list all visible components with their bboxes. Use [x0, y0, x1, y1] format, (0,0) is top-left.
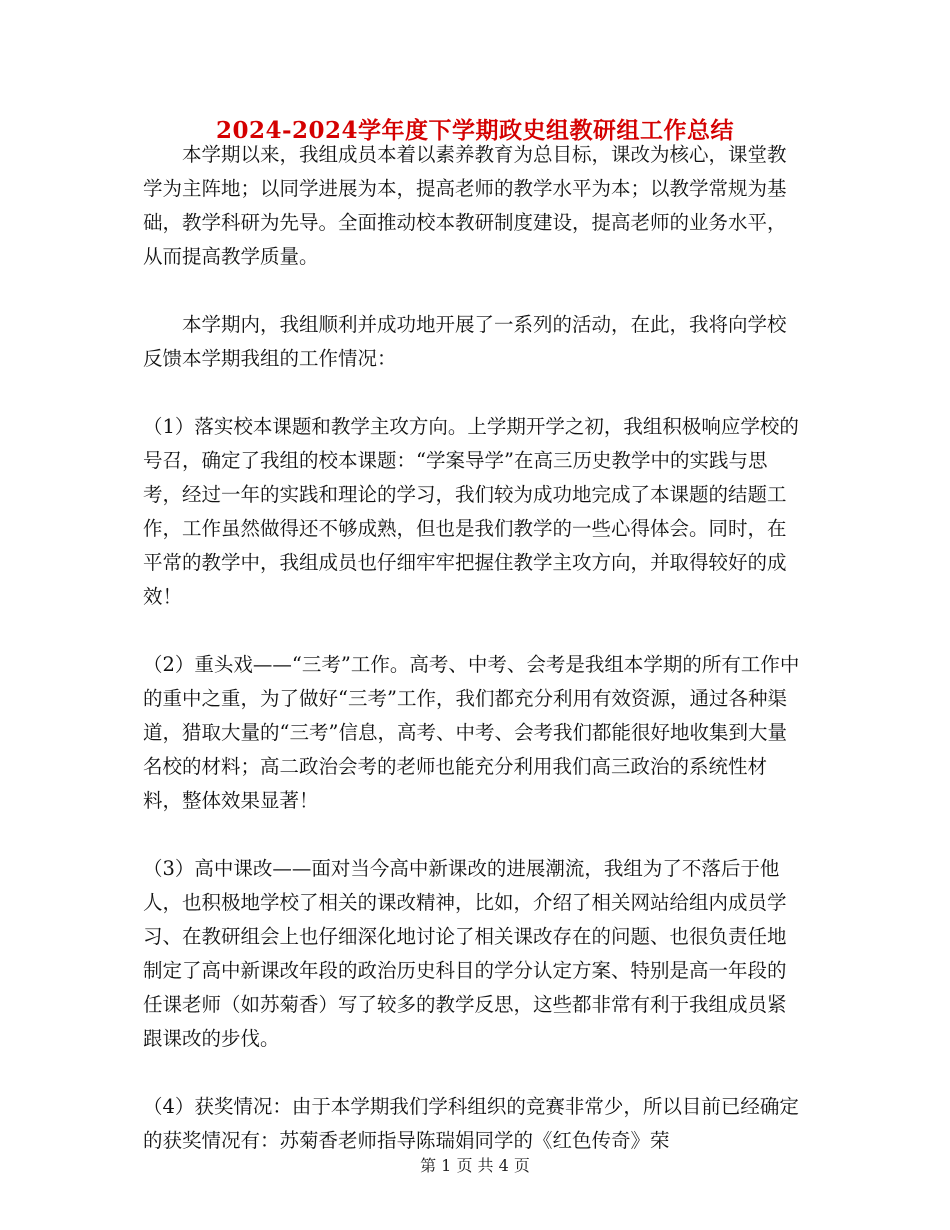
paragraph-spacer [143, 1056, 803, 1090]
overview-paragraph: 本学期内，我组顺利并成功地开展了一系列的活动，在此，我将向学校反馈本学期我组的工作情况： [143, 313, 787, 370]
document-body [143, 138, 803, 1158]
paragraph-spacer [143, 376, 803, 410]
paragraph-spacer [143, 818, 803, 852]
intro-paragraph: 本学期以来，我组成员本着以素养教育为总目标，课改为核心，课堂教学为主阵地；以同学进展为本，提高老师的教学水平为本；以教学常规为基础，教学科研为先导。全面推动校本教研制度建设，提高老师的业务水平，从而提高教学质量。 [143, 143, 787, 268]
paragraph-spacer [143, 614, 803, 648]
page-number-footer: 第 1 页 共 4 页 [420, 1156, 530, 1175]
section-3-paragraph: （3）高中课改——面对当今高中新课改的进展潮流，我组为了不落后于他人，也积极地学校了相关的课改精神，比如，介绍了相关网站给组内成员学习、在教研组会上也仔细深化地讨论了相关课改存在的问题、也很负责任地制定了高中新课改年段的政治历史科目的学分认定方案、特别是高一年段的任课老师（如苏菊香）写了较多的教学反思，这些都非常有利于我组成员紧跟课改的步伐。 [143, 857, 787, 1050]
section-1-paragraph: （1）落实校本课题和教学主攻方向。上学期开学之初，我组积极响应学校的号召，确定了我组的校本课题：“学案导学”在高三历史教学中的实践与思考，经过一年的实践和理论的学习，我们较为成功地完成了本课题的结题工作，工作虽然做得还不够成熟，但也是我们教学的一些心得体会。同时，在平常的教学中，我组成员也仔细牢牢把握住教学主攻方向，并取得较好的成效！ [143, 415, 799, 608]
paragraph-spacer [143, 274, 803, 308]
document-title: 2024-2024学年度下学期政史组教研组工作总结 [215, 117, 735, 144]
section-4-paragraph: （4）获奖情况：由于本学期我们学科组织的竞赛非常少，所以目前已经确定的获奖情况有：苏菊香老师指导陈瑞娟同学的《红色传奇》荣 [143, 1095, 799, 1152]
section-2-paragraph: （2）重头戏——“三考”工作。高考、中考、会考是我组本学期的所有工作中的重中之重，为了做好“三考”工作，我们都充分利用有效资源，通过各种渠道，猎取大量的“三考”信息，高考、中考、会考我们都能很好地收集到大量名校的材料；高二政治会考的老师也能充分利用我们高三政治的系统性材料，整体效果显著！ [143, 653, 800, 812]
